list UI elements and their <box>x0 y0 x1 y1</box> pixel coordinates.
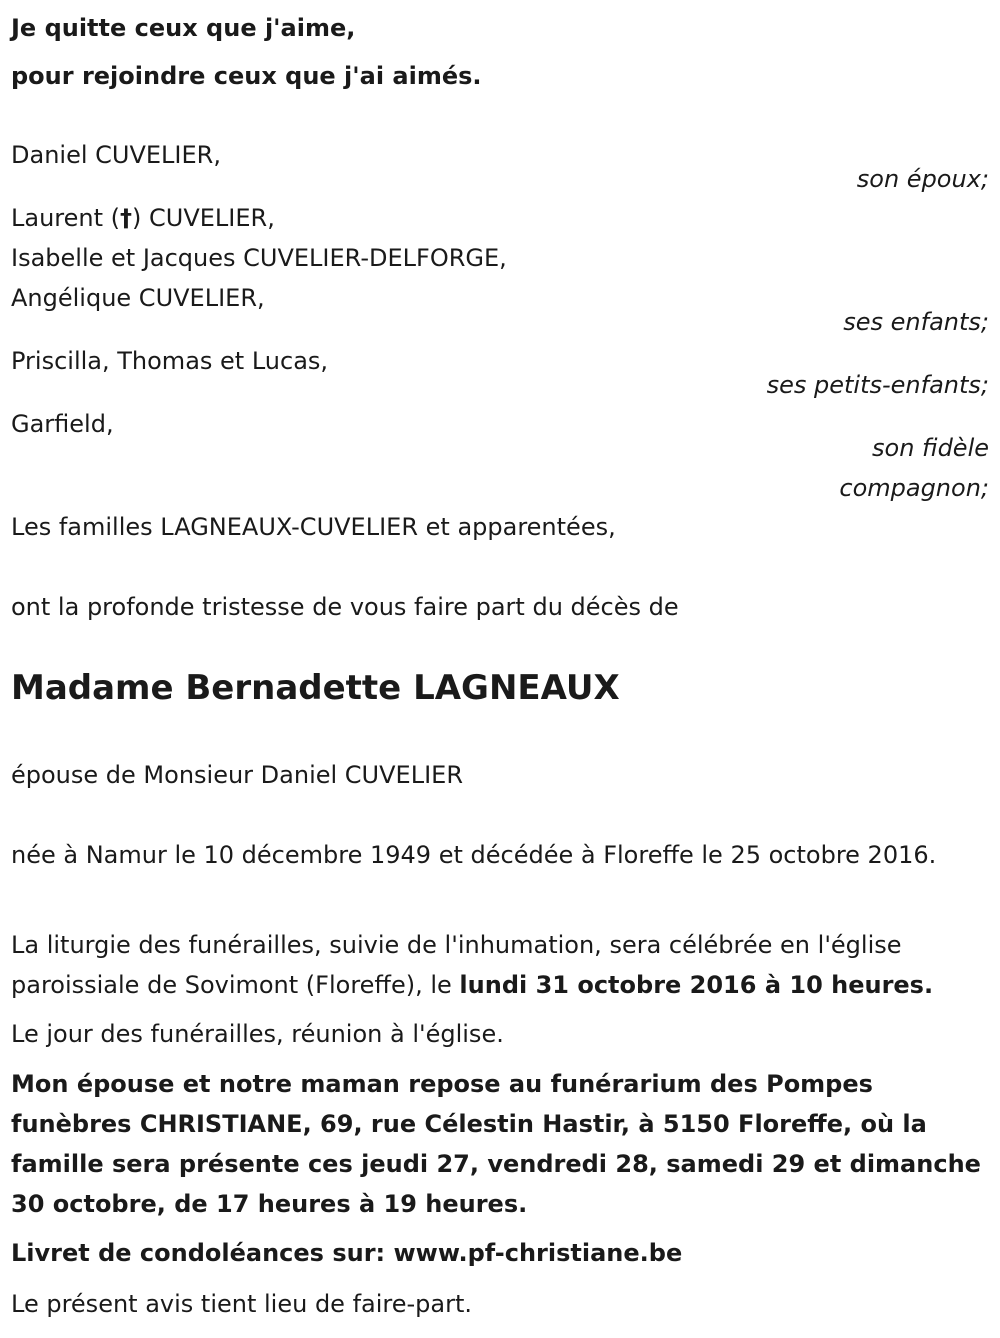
child-laurent-first: Laurent ( <box>11 204 121 232</box>
grandchildren-role: ses petits-enfants; <box>766 371 989 399</box>
relatives: Les familles LAGNEAUX-CUVELIER et apparentées, <box>11 513 616 541</box>
announcement: ont la profonde tristesse de vous faire part du décès de <box>11 593 679 621</box>
condolences: Livret de condoléances sur: www.pf-christiane.be <box>11 1239 683 1267</box>
grandchildren: Priscilla, Thomas et Lucas, <box>11 347 329 375</box>
liturgy <box>11 925 996 1005</box>
child-angelique: Angélique CUVELIER, <box>11 284 265 312</box>
children-role: ses enfants; <box>843 308 989 336</box>
epigraph-line-1: Je quitte ceux que j'aime, <box>11 14 356 42</box>
meeting: Le jour des funérailles, réunion à l'église. <box>11 1020 504 1048</box>
visitation: Mon épouse et notre maman repose au funérarium des Pompes funèbres CHRISTIANE, 69, rue Célestin Hastir, à 5150 Floreffe, où la famille sera présente ces jeudi 27, vendredi 28, samedi 29 et dimanche 30 octobre, de 17 heures à 19 heures. <box>11 1070 981 1218</box>
cross-icon: † <box>120 204 133 232</box>
child-laurent <box>11 198 275 238</box>
epigraph-line-2: pour rejoindre ceux que j'ai aimés. <box>11 62 482 90</box>
spouse-role: son époux; <box>856 165 989 193</box>
liturgy-text: La liturgie des funérailles, suivie de l'inhumation, sera célébrée en l'église paroissiale de Sovimont (Floreffe), le <box>11 931 902 999</box>
notice: Le présent avis tient lieu de faire-part. <box>11 1290 473 1318</box>
pet-role-line-2: compagnon; <box>839 474 989 502</box>
pet-role-line-1: son fidèle <box>872 434 989 462</box>
liturgy-date: lundi 31 octobre 2016 à 10 heures. <box>459 971 934 999</box>
birth-death: née à Namur le 10 décembre 1949 et décédée à Floreffe le 25 octobre 2016. <box>11 841 937 869</box>
spouse-name: Daniel CUVELIER, <box>11 141 221 169</box>
child-laurent-last: ) CUVELIER, <box>132 204 275 232</box>
spouse-of: épouse de Monsieur Daniel CUVELIER <box>11 761 463 789</box>
pet-name: Garfield, <box>11 410 114 438</box>
child-isabelle-jacques: Isabelle et Jacques CUVELIER-DELFORGE, <box>11 244 507 272</box>
deceased-name: Madame Bernadette LAGNEAUX <box>11 668 620 708</box>
